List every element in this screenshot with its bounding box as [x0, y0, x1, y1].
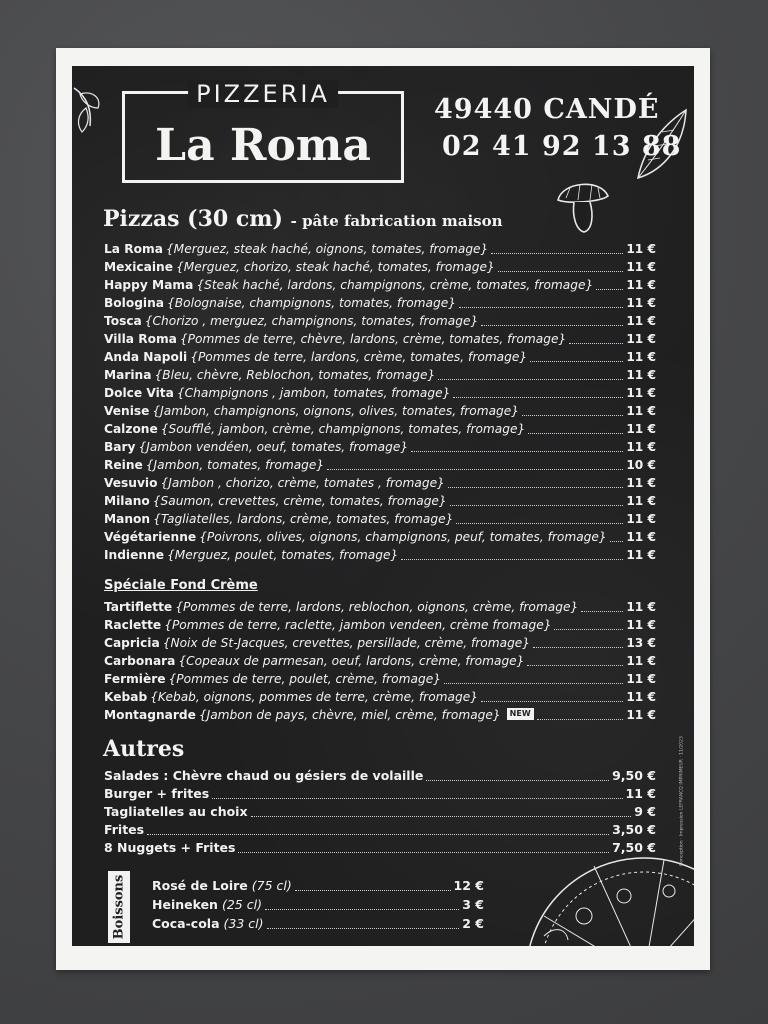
speciale-item-price: 13 €	[626, 636, 656, 650]
pizza-item-name: Manon	[104, 512, 151, 526]
speciale-item-name: Raclette	[104, 618, 162, 632]
drink-item-volume: (75 cl)	[251, 878, 292, 893]
pizza-item-description: {Merguez, poulet, tomates, fromage}	[167, 548, 399, 562]
drink-item-name: Coca-cola	[152, 916, 220, 931]
leader-dots	[481, 325, 623, 326]
herb-leaf-icon	[72, 78, 122, 148]
speciale-item-name: Capricia	[104, 636, 160, 650]
leader-dots	[295, 890, 451, 891]
pizza-item-name: La Roma	[104, 242, 163, 256]
autres-item	[104, 839, 656, 857]
speciale-item	[104, 616, 656, 634]
autres-item-name: Tagliatelles au choix	[104, 804, 248, 819]
pizza-item-description: {Saumon, crevettes, crème, tomates, fromage}	[152, 494, 447, 508]
leader-dots	[267, 928, 460, 929]
autres-item-price: 9,50 €	[612, 768, 656, 783]
pizza-item-price: 11 €	[626, 368, 656, 382]
pizza-item	[104, 492, 656, 510]
pizza-item-description: {Steak haché, lardons, champignons, crème, tomates, fromage}	[196, 278, 594, 292]
leader-dots	[453, 397, 623, 398]
pizza-item-name: Milano	[104, 494, 150, 508]
pizza-item-description: {Tagliatelles, lardons, crème, tomates, fromage}	[153, 512, 454, 526]
speciale-item	[104, 634, 656, 652]
printer-note-text: Conception · Impression LEFRANCQ IMPRIMEUR · 11/2023	[679, 736, 685, 866]
phone-number: 02 41 92 13 88	[442, 131, 682, 162]
leader-dots	[533, 647, 623, 648]
drink-item-name: Rosé de Loire	[152, 878, 248, 893]
pizza-item-description: {Merguez, steak haché, oignons, tomates, fromage}	[165, 242, 489, 256]
drink-item	[152, 895, 484, 914]
pizza-item-price: 10 €	[626, 458, 656, 472]
leader-dots	[212, 798, 622, 799]
speciale-item-description: {Pommes de terre, raclette, jambon vendeen, crème fromage}	[164, 618, 552, 632]
pizza-item-name: Dolce Vita	[104, 386, 174, 400]
speciale-item	[104, 598, 656, 616]
contact-info	[434, 94, 682, 162]
menu-board	[72, 66, 694, 946]
pizza-item-price: 11 €	[626, 440, 656, 454]
pizza-item-name: Marina	[104, 368, 152, 382]
pizza-item-name: Villa Roma	[104, 332, 177, 346]
leader-dots	[527, 665, 623, 666]
leader-dots	[522, 415, 623, 416]
speciale-item-price: 11 €	[626, 672, 656, 686]
leader-dots	[459, 307, 623, 308]
autres-item	[104, 785, 656, 803]
pizza-item	[104, 510, 656, 528]
printer-note	[677, 716, 687, 886]
pizza-item-name: Venise	[104, 404, 150, 418]
leader-dots	[327, 469, 623, 470]
pizza-item	[104, 546, 656, 564]
autres-item	[104, 803, 656, 821]
speciale-item-description: {Pommes de terre, poulet, crème, fromage}	[168, 672, 441, 686]
autres-section-title: Autres	[103, 736, 185, 762]
leader-dots	[450, 505, 624, 506]
leader-dots	[537, 719, 624, 720]
leader-dots	[426, 780, 609, 781]
pizza-item	[104, 528, 656, 546]
pizza-item-description: {Pommes de terre, chèvre, lardons, crème, tomates, fromage}	[179, 332, 567, 346]
speciale-item-description: {Kebab, oignons, pommes de terre, crème, fromage}	[150, 690, 478, 704]
logo-name: La Roma	[155, 120, 371, 171]
pizza-item	[104, 276, 656, 294]
speciale-item-name: Fermière	[104, 672, 166, 686]
leader-dots	[147, 834, 609, 835]
speciale-item	[104, 688, 656, 706]
pizza-item-price: 11 €	[626, 260, 656, 274]
pizza-item	[104, 420, 656, 438]
leader-dots	[265, 909, 459, 910]
pizza-item-price: 11 €	[626, 350, 656, 364]
leader-dots	[554, 629, 623, 630]
pizza-item-description: {Bleu, chèvre, Reblochon, tomates, fromage}	[154, 368, 436, 382]
speciale-item-name: Tartiflette	[104, 600, 173, 614]
pizza-illustration-icon	[504, 856, 694, 946]
pizza-item-description: {Merguez, chorizo, steak haché, tomates, fromage}	[176, 260, 495, 274]
drink-item-name: Heineken	[152, 897, 218, 912]
drink-item-price: 3 €	[462, 897, 484, 912]
speciale-item-name: Kebab	[104, 690, 148, 704]
pizza-item-name: Mexicaine	[104, 260, 174, 274]
pizza-item-price: 11 €	[626, 476, 656, 490]
leader-dots	[401, 559, 623, 560]
logo	[122, 80, 404, 183]
pizzas-subtitle: - pâte fabrication maison	[290, 212, 503, 230]
speciale-item-name: Carbonara	[104, 654, 176, 668]
pizza-item	[104, 240, 656, 258]
leader-dots	[238, 852, 609, 853]
speciale-item-description: {Jambon de pays, chèvre, miel, crème, fromage}	[198, 708, 501, 722]
pizza-item-description: {Chorizo , merguez, champignons, tomates, fromage}	[144, 314, 479, 328]
drink-item	[152, 876, 484, 895]
pizza-item-price: 11 €	[626, 422, 656, 436]
pizza-item-description: {Poivrons, olives, oignons, champignons, peuf, tomates, fromage}	[199, 530, 607, 544]
speciale-item-price: 11 €	[626, 690, 656, 704]
pizza-item-price: 11 €	[626, 278, 656, 292]
pizza-item-price: 11 €	[626, 242, 656, 256]
pizza-item-price: 11 €	[626, 296, 656, 310]
autres-item-price: 11 €	[625, 786, 656, 801]
pizza-item-price: 11 €	[626, 494, 656, 508]
pizza-item	[104, 312, 656, 330]
mushroom-icon	[554, 176, 612, 236]
speciale-item-name: Montagnarde	[104, 708, 196, 722]
leader-dots	[481, 701, 623, 702]
drink-item-volume: (25 cl)	[221, 897, 262, 912]
speciale-item-price: 11 €	[626, 708, 656, 722]
pizza-item-description: {Jambon vendéen, oeuf, tomates, fromage}	[138, 440, 409, 454]
pizza-item-name: Bary	[104, 440, 136, 454]
pizza-item-description: {Bolognaise, champignons, tomates, fromage}	[167, 296, 457, 310]
speciale-item-price: 11 €	[626, 654, 656, 668]
speciale-item-description: {Pommes de terre, lardons, reblochon, oignons, crème, fromage}	[175, 600, 579, 614]
boissons-label-text: Boissons	[111, 874, 127, 940]
leader-dots	[251, 816, 632, 817]
pizza-item-name: Calzone	[104, 422, 158, 436]
pizza-item	[104, 474, 656, 492]
speciale-item-description: {Copeaux de parmesan, oeuf, lardons, crème, fromage}	[178, 654, 525, 668]
autres-item-name: Salades : Chèvre chaud ou gésiers de volaille	[104, 768, 424, 783]
leader-dots	[456, 523, 623, 524]
speciale-item-price: 11 €	[626, 618, 656, 632]
speciale-item-price: 11 €	[626, 600, 656, 614]
city-postcode: 49440 CANDÉ	[434, 94, 660, 125]
pizza-item	[104, 330, 656, 348]
pizza-item-name: Végétarienne	[104, 530, 197, 544]
drink-item-volume: (33 cl)	[223, 916, 264, 931]
pizza-item-price: 11 €	[626, 332, 656, 346]
leader-dots	[491, 253, 623, 254]
speciale-list	[104, 598, 656, 724]
boissons-list	[152, 876, 484, 933]
pizza-item	[104, 438, 656, 456]
new-badge: NEW	[507, 708, 534, 720]
pizza-item-name: Indienne	[104, 548, 164, 562]
pizza-item	[104, 348, 656, 366]
leader-dots	[596, 289, 623, 290]
pizza-item	[104, 402, 656, 420]
pizza-item-name: Vesuvio	[104, 476, 158, 490]
drink-item-price: 2 €	[462, 916, 484, 931]
pizza-item-description: {Jambon , chorizo, crème, tomates , fromage}	[160, 476, 445, 490]
pizza-item-name: Happy Mama	[104, 278, 194, 292]
pizza-item-price: 11 €	[626, 314, 656, 328]
pizzas-title: Pizzas (30 cm)	[103, 206, 283, 232]
pizza-item-price: 11 €	[626, 548, 656, 562]
pizza-item-description: {Soufflé, jambon, crème, champignons, tomates, fromage}	[160, 422, 526, 436]
autres-item-name: 8 Nuggets + Frites	[104, 840, 236, 855]
leader-dots	[569, 343, 623, 344]
speciale-item	[104, 670, 656, 688]
pizza-item-name: Anda Napoli	[104, 350, 188, 364]
pizza-item	[104, 366, 656, 384]
pizza-item-description: {Pommes de terre, lardons, crème, tomates, fromage}	[190, 350, 528, 364]
pizza-item-price: 11 €	[626, 386, 656, 400]
speciale-section-title: Spéciale Fond Crème	[104, 578, 258, 593]
autres-item	[104, 767, 656, 785]
speciale-item	[104, 652, 656, 670]
pizza-item-name: Bologina	[104, 296, 165, 310]
pizza-item	[104, 258, 656, 276]
leader-dots	[530, 361, 623, 362]
leader-dots	[448, 487, 623, 488]
leader-dots	[411, 451, 623, 452]
leader-dots	[498, 271, 624, 272]
drink-item-price: 12 €	[453, 878, 484, 893]
speciale-item	[104, 706, 656, 724]
pizza-item-name: Tosca	[104, 314, 142, 328]
autres-item-price: 3,50 €	[612, 822, 656, 837]
pizza-item-description: {Jambon, champignons, oignons, olives, tomates, fromage}	[152, 404, 520, 418]
pizzas-list	[104, 240, 656, 564]
pizza-item-description: {Jambon, tomates, fromage}	[145, 458, 325, 472]
speciale-item-description: {Noix de St-Jacques, crevettes, persillade, crème, fromage}	[162, 636, 531, 650]
pizza-item	[104, 456, 656, 474]
autres-item-name: Burger + frites	[104, 786, 210, 801]
autres-item	[104, 821, 656, 839]
pizza-item-price: 11 €	[626, 404, 656, 418]
pizza-item	[104, 294, 656, 312]
autres-item-name: Frites	[104, 822, 145, 837]
logo-pizzeria-text: PIZZERIA	[188, 80, 338, 108]
autres-list	[104, 767, 656, 857]
pizza-item	[104, 384, 656, 402]
leader-dots	[438, 379, 623, 380]
drink-item	[152, 914, 484, 933]
autres-item-price: 9 €	[634, 804, 656, 819]
pizza-item-name: Reine	[104, 458, 143, 472]
pizza-item-price: 11 €	[626, 512, 656, 526]
leader-dots	[581, 611, 623, 612]
leader-dots	[610, 541, 624, 542]
pizza-item-price: 11 €	[626, 530, 656, 544]
pizza-item-description: {Champignons , jambon, tomates, fromage}	[176, 386, 451, 400]
boissons-label	[108, 871, 130, 943]
leader-dots	[528, 433, 623, 434]
leader-dots	[444, 683, 623, 684]
autres-item-price: 7,50 €	[612, 840, 656, 855]
pizzas-section-title	[103, 206, 503, 232]
